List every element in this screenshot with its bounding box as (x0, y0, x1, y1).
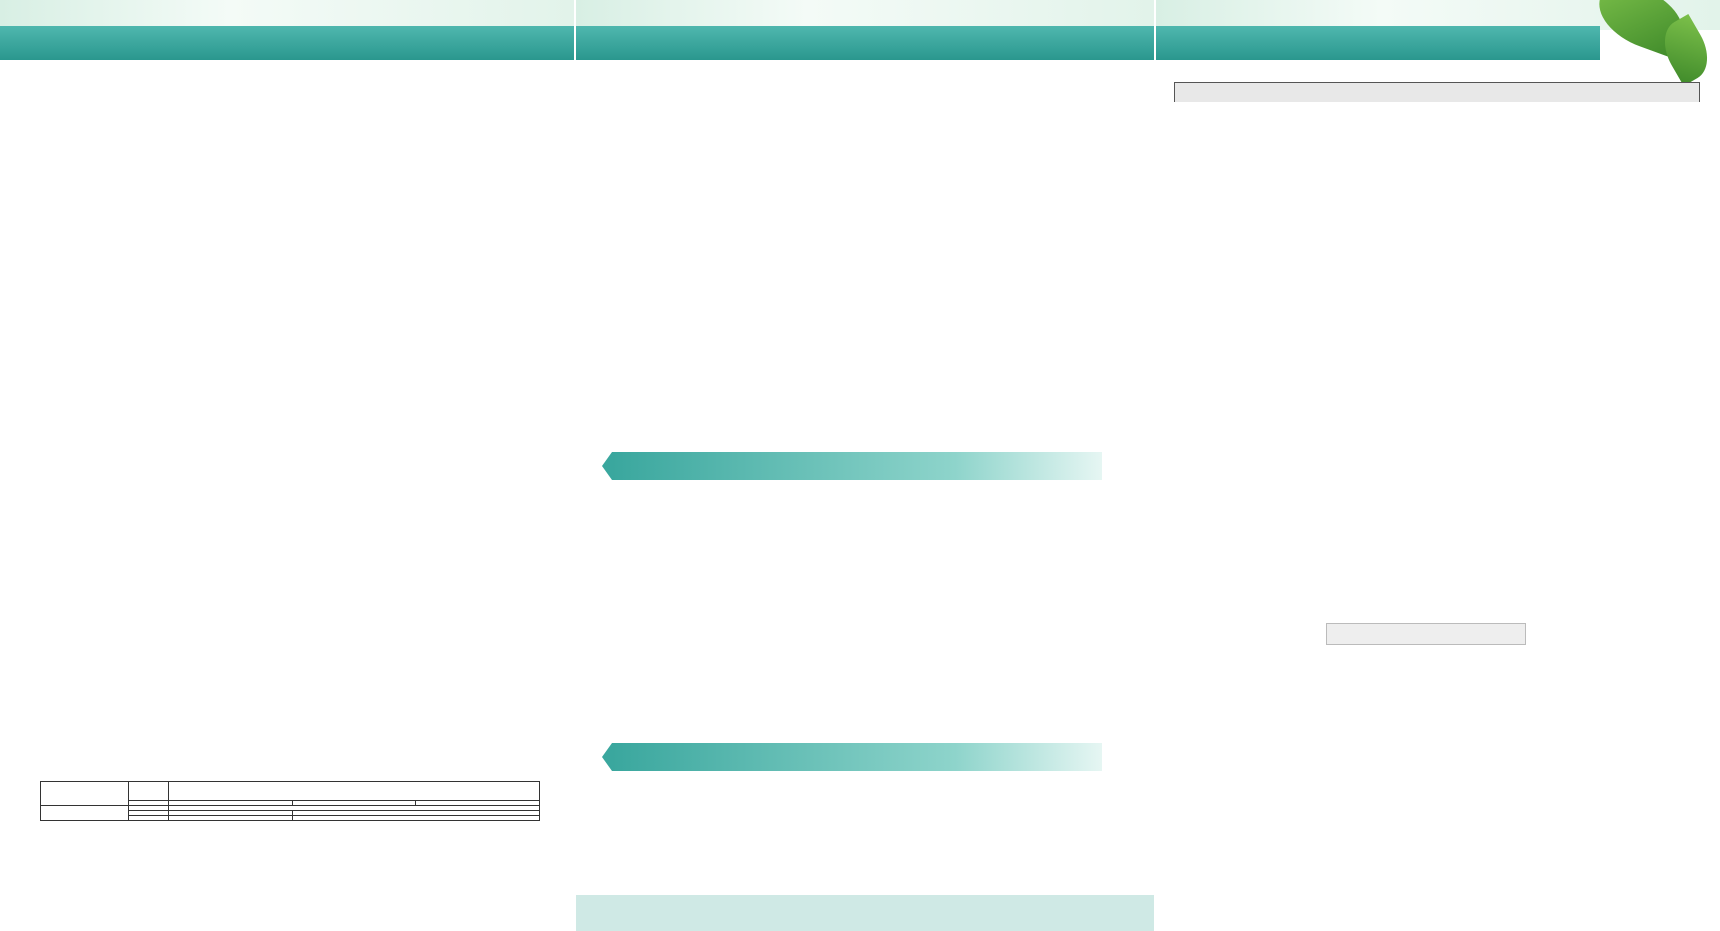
text-label (129, 782, 169, 801)
district-report-panel (1156, 0, 1720, 931)
praise-worship-title (576, 26, 1154, 60)
volunteer-label (41, 806, 129, 821)
dawn-title (612, 743, 1102, 771)
next-week-notice (40, 781, 540, 821)
invite-table-title (1174, 82, 1700, 102)
offering-second (292, 816, 539, 821)
praise-worship-panel (576, 0, 1154, 931)
wednesday-title (612, 452, 1102, 480)
mission-title (1326, 623, 1526, 645)
offering-first (169, 816, 293, 821)
notice-label (41, 782, 129, 806)
district-report-title (1156, 26, 1600, 60)
sunday-worship-panel (0, 0, 574, 931)
offering-label (129, 816, 169, 821)
broadcast-footer (576, 895, 1154, 931)
sunday-worship-title (0, 26, 574, 60)
